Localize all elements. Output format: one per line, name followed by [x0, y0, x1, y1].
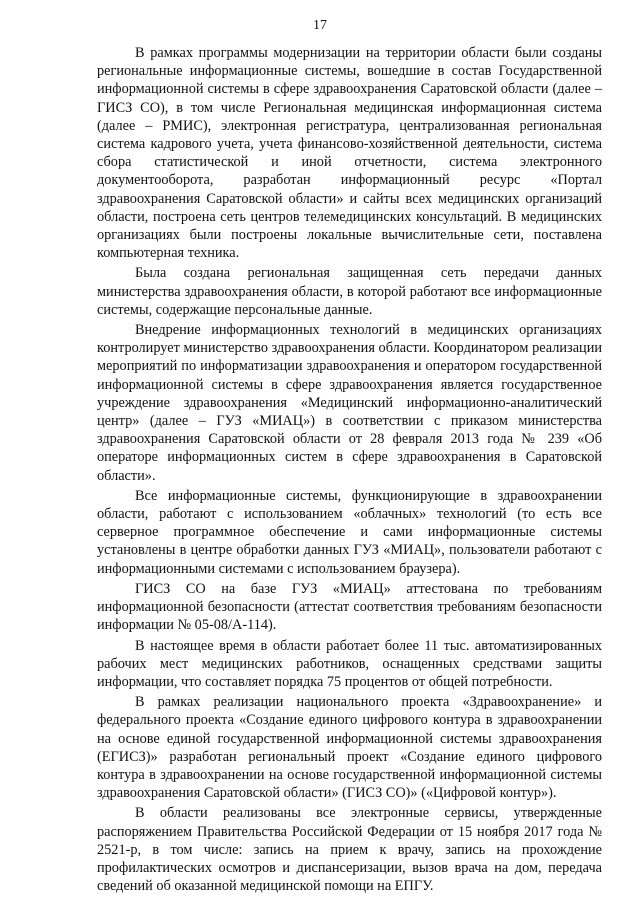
paragraph-modernization-program: В рамках программы модернизации на территории области были созданы региональные информационные системы, вошедшие в состав Государственной информационной системы в сфере здравоохранения Саратовской области (далее – ГИСЗ СО), в том числе Региональная медицинская информационная система (далее – РМИС), электронная регистратура, централизованная региональная система кадрового учета, учета финансово-хозяйственной деятельности, система сбора статистической и иной отчетности, система электронного документооборота, разработан информационный ресурс «Портал здравоохранения Саратовской области» и сайты всех медицинских организаций области, построена сеть центров телемедицинских консультаций. В медицинских организациях были построены локальные вычислительные сети, поставлена компьютерная техника.: [97, 45, 602, 262]
document-body: [97, 44, 602, 895]
paragraph-protected-network: Была создана региональная защищенная сеть передачи данных министерства здравоохранения области, в которой работают все информационные системы, содержащие персональные данные.: [97, 265, 602, 318]
paragraph-security-attestation: ГИСЗ СО на базе ГУЗ «МИАЦ» аттестована по требованиям информационной безопасности (аттестат соответствия требованиям безопасности информации № 05-08/А-114).: [97, 580, 602, 634]
page-number: 17: [313, 18, 327, 33]
paragraph-digital-contour-project: В рамках реализации национального проекта «Здравоохранение» и федерального проекта «Создание единого цифрового контура в здравоохранении на основе единой государственной информационной системы здравоохранения (ЕГИСЗ)» разработан региональный проект «Создание единого цифрового контура в здравоохранении на основе государственной информационной системы здравоохранения Саратовской области» (ГИСЗ СО)» («Цифровой контур»).: [97, 694, 602, 802]
paragraph-cloud-technologies: Все информационные системы, функционирующие в здравоохранении области, работают с использованием «облачных» технологий (то есть все серверное программное обеспечение и сами информационные системы установлены в центре обработки данных ГУЗ «МИАЦ», пользователи работают с информационными системами с использованием браузера).: [97, 487, 602, 577]
paragraph-workstations: В настоящее время в области работает более 11 тыс. автоматизированных рабочих мест медицинских работников, оснащенных средствами защиты информации, что составляет порядка 75 процентов от общей потребности.: [97, 637, 602, 690]
paragraph-electronic-services: В области реализованы все электронные сервисы, утвержденные распоряжением Правительства Российской Федерации от 15 ноября 2017 года № 2521-р, в том числе: запись на прием к врачу, запись на прохождение профилактических осмотров и диспансеризации, вызов врача на дом, передача сведений об оказанной медицинской помощи на ЕПГУ.: [97, 805, 602, 895]
paragraph-it-implementation-control: Внедрение информационных технологий в медицинских организациях контролирует министерство здравоохранения области. Координатором реализации мероприятий по информатизации здравоохранения и оператором государственной информационной системы в сфере здравоохранения является государственное учреждение здравоохранения «Медицинский информационно-аналитический центр» (далее – ГУЗ «МИАЦ») в соответствии с приказом министерства здравоохранения Саратовской области от 28 февраля 2013 года № 239 «Об операторе информационных систем в сфере здравоохранения в Саратовской области».: [97, 322, 602, 484]
